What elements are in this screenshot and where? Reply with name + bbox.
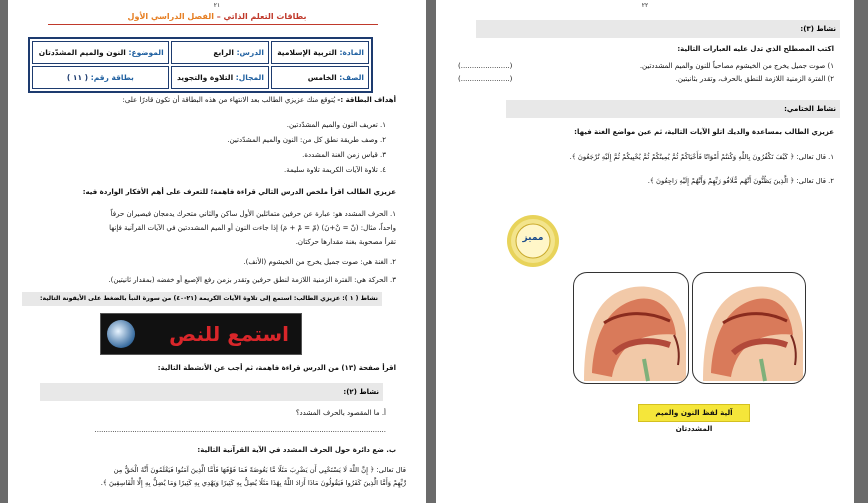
- summary-item: ٢. الغنة هي: صوت جميل يخرج من الخيشوم (الأنف).: [243, 258, 396, 266]
- read-page-instruction: اقرأ صفحة (١٣) من الدرس قراءة فاهمة، ثم أجب عن الأنشطة التالية:: [157, 364, 396, 372]
- term-blank[interactable]: (......................): [458, 62, 513, 70]
- summary-item: واحداً، مثال: (نّ = نْ+نَ) (مّ = مْ + مَ) إذا جاءت النون أو الميم المشددتين في الآيات القرآنية فإنها: [109, 224, 396, 232]
- listen-label: استمع للنص: [169, 322, 289, 346]
- answer-line[interactable]: ...................................................................................................................................: [94, 426, 386, 434]
- closing-activity: نشاط الختامي:: [506, 100, 840, 118]
- closing-instruction: عزيزي الطالب بمساعدة والديك اتلو الآيات التالية، ثم عين مواضع الغنة فيها:: [574, 128, 834, 136]
- mouth-diagram-right: [692, 272, 806, 384]
- lesson-cell: الدرس: الرابع: [171, 41, 269, 64]
- page-22: [436, 0, 854, 503]
- badge-label: مميز: [522, 233, 544, 243]
- verse-line: قال تعالى: ﴿ إِنَّ اللَّهَ لَا يَسْتَحْيِي أَن يَضْرِبَ مَثَلًا مَّا بَعُوضَةً فَمَا فَوْقَهَا فَأَمَّا الَّذِينَ آمَنُوا فَيَعْلَمُونَ أَنَّهُ الْحَقُّ مِن: [113, 466, 406, 474]
- mouth-diagram-left: [573, 272, 689, 384]
- title-main: بطاقات التعلم الذاتي: [223, 12, 307, 21]
- activity-3: نشاط (٣):: [476, 20, 840, 38]
- verse-line: ٢. قال تعالى: ﴿ الَّذِينَ يَظُنُّونَ أَنَّهُم مُّلَاقُو رَبِّهِمْ وَأَنَّهُمْ إِلَيْهِ رَاجِعُونَ ﴾.: [647, 177, 834, 185]
- objectives-list: [46, 118, 386, 178]
- objective-item: ٢. وصف طريقة نطق كل من: النون والميم المشدّدتين.: [227, 136, 386, 144]
- title-sep: –: [213, 12, 224, 21]
- objective-item: ٣. قياس زمن الغنة المشددة.: [302, 151, 386, 159]
- speaker-icon: [107, 320, 135, 348]
- lesson-info-table: [28, 37, 373, 93]
- lesson-summary: [36, 207, 396, 287]
- grade-cell: الصف: الخامس: [271, 66, 369, 89]
- card-number-cell: بطاقة رقم: ( ١١ ): [32, 66, 169, 89]
- instruction-3: اكتب المصطلح الذي تدل عليه العبارات التالية:: [677, 45, 834, 53]
- summary-item: تقرأ مصحوبة بغنة مقدارها حركتان.: [295, 238, 396, 246]
- terms-list: [454, 60, 834, 86]
- title-term: الفصل الدراسي الأول: [127, 12, 214, 21]
- topic-cell: الموضوع: النون والميم المشدّدتان: [32, 41, 169, 64]
- mouth-section-icon: [574, 273, 688, 383]
- read-instruction: عزيزي الطالب اقرأ ملخص الدرس التالي قراءة فاهمة؛ للتعرف على أهم الأفكار الواردة فيه:: [82, 188, 396, 196]
- verse-line: ١. قال تعالى: ﴿ كَيْفَ تَكْفُرُونَ بِاللَّهِ وَكُنتُمْ أَمْوَاتًا فَأَحْيَاكُمْ ثُمَّ يُمِيتُكُمْ ثُمَّ يُحْيِيكُمْ ثُمَّ إِلَيْهِ تُرْجَعُونَ ﴾.: [569, 153, 834, 161]
- objective-item: ١. تعريف النون والميم المشدّدتين.: [286, 121, 386, 129]
- page-number: ٢١: [213, 2, 221, 9]
- title-divider: [48, 24, 378, 25]
- page-title: [8, 12, 426, 21]
- term-blank[interactable]: (......................): [458, 75, 513, 83]
- summary-item: ٣. الحركة هي: الفترة الزمنية اللازمة لنطق حرفين وتقدر بزمن رفع الإصبع أو خفضه (بمقدار ثانيتين).: [108, 276, 396, 284]
- mouth-section-icon: [693, 273, 805, 383]
- field-cell: المجال: التلاوة والتجويد: [171, 66, 269, 89]
- page-number: ٢٢: [641, 2, 649, 9]
- activity-2: نشاط (٢):: [40, 383, 383, 401]
- diagram-caption: آلية لفظ النون والميم المشددتان: [638, 404, 750, 422]
- subject-cell: المادة: التربية الإسلامية: [271, 41, 369, 64]
- page-21: [8, 0, 426, 503]
- verse-line: رَّبِّهِمْ وَأَمَّا الَّذِينَ كَفَرُوا فَيَقُولُونَ مَاذَا أَرَادَ اللَّهُ بِهَٰذَا مَثَلًا يُضِلُّ بِهِ كَثِيرًا وَيَهْدِي بِهِ كَثِيرًا وَمَا يُضِلُّ بِهِ إِلَّا الْفَاسِقِينَ ﴾.: [100, 479, 406, 487]
- term-item: ٢) الفترة الزمنية اللازمة للنطق بالحرف، وتقدر بثانيتين. (......................): [454, 73, 834, 86]
- listen-button[interactable]: [100, 313, 302, 355]
- activity-1: نشاط ( ١ ): عزيزي الطالب: استمع إلى تلاوة الآيات الكريمة (٢١-٤٠) من سورة النبأ بالضغط على الأيقونة التالية:: [22, 292, 382, 306]
- excellence-badge: [504, 212, 562, 270]
- question-a: أ. ما المقصود بالحرف المشدد؟: [295, 409, 386, 417]
- verse-box: [31, 464, 406, 490]
- objectives-intro: أهداف البطاقة :- يُتوقع منك عزيزي الطالب بعد الانتهاء من هذه البطاقة أن تكون قادرًا على:: [122, 96, 396, 104]
- objective-item: ٤. تلاوة الآيات الكريمة تلاوة سليمة.: [284, 166, 386, 174]
- summary-item: ١. الحرف المشدد هو: عبارة عن حرفين متماثلين الأول ساكن والثاني متحرك يدمجان فيصيران حرفاً: [110, 210, 396, 218]
- term-item: ١) صوت جميل يخرج من الخيشوم مصاحباً للنون والميم المشددتين. (......................): [454, 60, 834, 73]
- closing-verses: [449, 150, 834, 188]
- question-b: ب. ضع دائرة حول الحرف المشدد في الآية القرآنية التالية:: [197, 446, 396, 454]
